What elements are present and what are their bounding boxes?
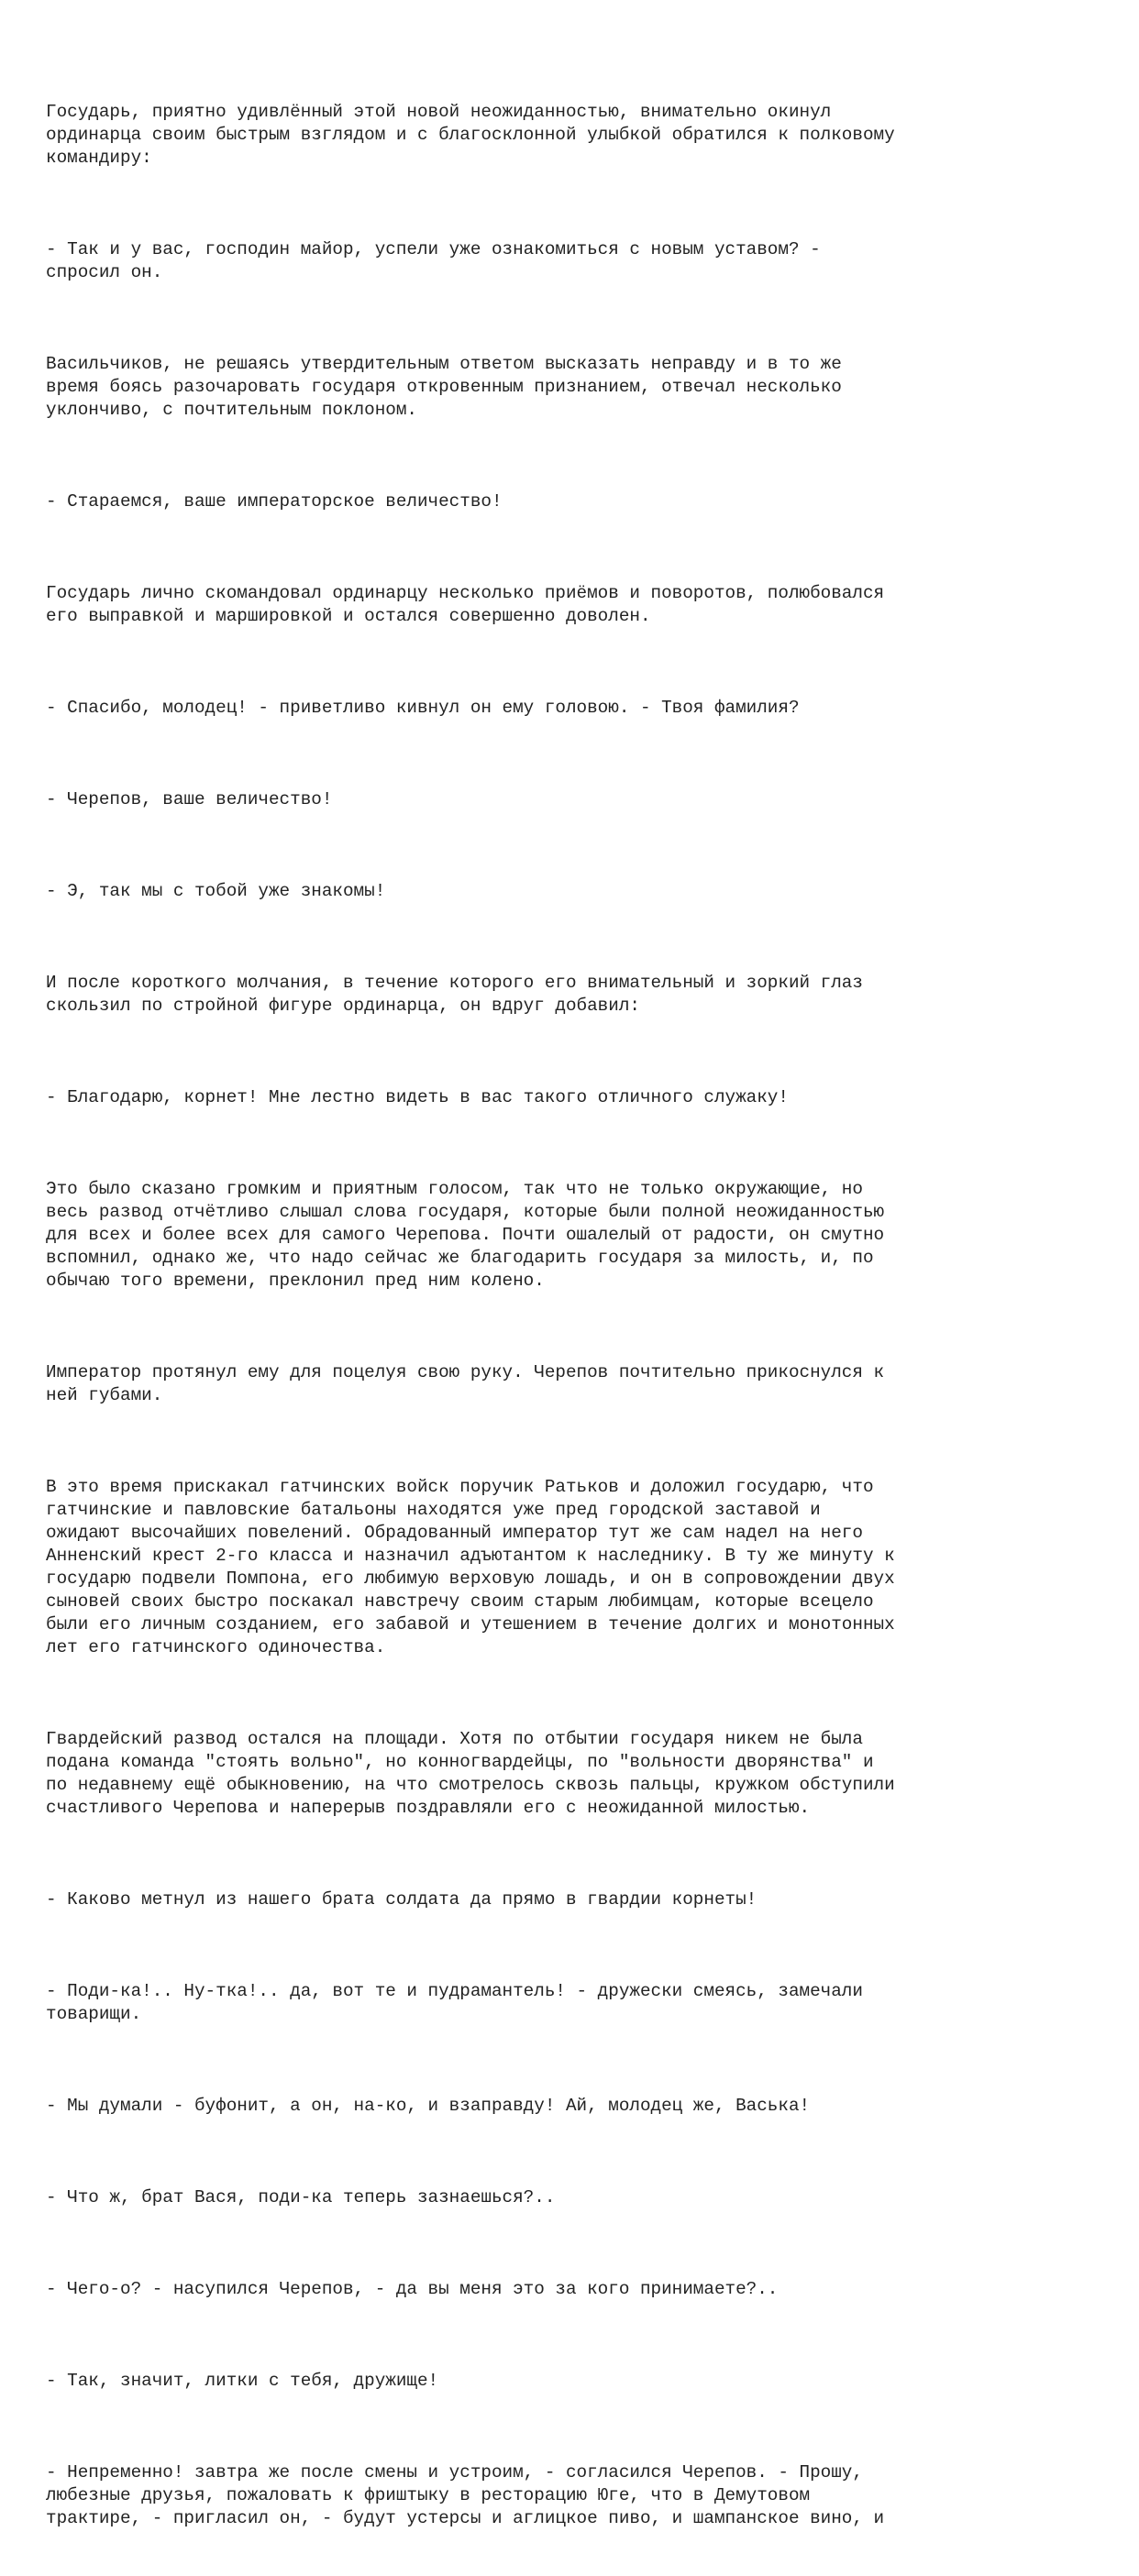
paragraph-10: - Благодарю, корнет! Мне лестно видеть в вас такого отличного служаку!: [46, 1087, 789, 1107]
document-page: [46, 55, 972, 2576]
paragraph-8: - Э, так мы с тобой уже знакомы!: [46, 881, 386, 901]
paragraph-20: - Так, значит, литки с тебя, дружище!: [46, 2371, 439, 2391]
paragraph-3: Васильчиков, не решаясь утвердительным ответом высказать неправду и в то же время боясь разочаровать государя откровенным признанием, отвечал несколько уклончиво, с почтительным поклоном.: [46, 354, 842, 420]
paragraph-14: Гвардейский развод остался на площади. Хотя по отбытии государя никем не была подана команда "стоять вольно", но конногвардейцы, по "вольности дворянства" и по недавнему ещё обыкновению, на что смотрелось сквозь пальцы, кружком обступили счастливого Черепова и наперерыв поздравляли его с неожиданной милостью.: [46, 1729, 895, 1818]
paragraph-2: - Так и у вас, господин майор, успели уже ознакомиться с новым уставом? - спросил он.: [46, 239, 821, 282]
paragraph-4: - Стараемся, ваше императорское величество!: [46, 491, 503, 512]
paragraph-21: - Непременно! завтра же после смены и устроим, - согласился Черепов. - Прошу, любезные друзья, пожаловать к фриштыку в ресторацию Юге, что в Демутовом трактире, - пригласил он, - будут устерсы и аглицкое пиво, и шампанское вино, и: [46, 2462, 885, 2528]
paragraph-7: - Черепов, ваше величество!: [46, 789, 333, 809]
paragraph-11: Это было сказано громким и приятным голосом, так что не только окружающие, но весь развод отчётливо слышал слова государя, которые были полной неожиданностью для всех и более всех для самого Черепова. Почти ошалелый от радости, он смутно вспомнил, однако же, что надо сейчас же благодарить государя за милость, и, по обычаю того времени, преклонил пред ним колено.: [46, 1179, 885, 1291]
paragraph-18: - Что ж, брат Вася, поди-ка теперь зазнаешься?..: [46, 2187, 556, 2207]
paragraph-9: И после короткого молчания, в течение которого его внимательный и зоркий глаз скользил по стройной фигуре ординарца, он вдруг добавил:: [46, 973, 863, 1016]
paragraph-1: Государь, приятно удивлённый этой новой неожиданностью, внимательно окинул ординарца своим быстрым взглядом и с благосклонной улыбкой обратился к полковому командиру:: [46, 102, 895, 168]
paragraph-17: - Мы думали - буфонит, а он, на-ко, и взаправду! Ай, молодец же, Васька!: [46, 2096, 811, 2116]
paragraph-16: - Поди-ка!.. Ну-тка!.. да, вот те и пудрамантель! - дружески смеясь, замечали товарищи.: [46, 1981, 863, 2024]
paragraph-15: - Каково метнул из нашего брата солдата да прямо в гвардии корнеты!: [46, 1889, 757, 1910]
paragraph-5: Государь лично скомандовал ординарцу несколько приёмов и поворотов, полюбовался его выправкой и маршировкой и остался совершенно доволен.: [46, 583, 885, 626]
paragraph-19: - Чего-о? - насупился Черепов, - да вы меня это за кого принимаете?..: [46, 2279, 779, 2299]
paragraph-13: В это время прискакал гатчинских войск поручик Ратьков и доложил государю, что гатчинские и павловские батальоны находятся уже пред городской заставой и ожидают высочайших повелений. Обрадованный император тут же сам надел на него Анненский крест 2-го класса и назначил адъютантом к наследнику. В ту же минуту к государю подвели Помпона, его любимую верховую лошадь, и он в сопровождении двух сыновей своих быстро поскакал навстречу своим старым любимцам, которые всецело были его личным созданием, его забавой и утешением в течение долгих и монотонных лет его гатчинского одиночества.: [46, 1477, 895, 1657]
paragraph-12: Император протянул ему для поцелуя свою руку. Черепов почтительно прикоснулся к ней губами.: [46, 1362, 885, 1405]
paragraph-6: - Спасибо, молодец! - приветливо кивнул он ему головою. - Твоя фамилия?: [46, 698, 800, 718]
